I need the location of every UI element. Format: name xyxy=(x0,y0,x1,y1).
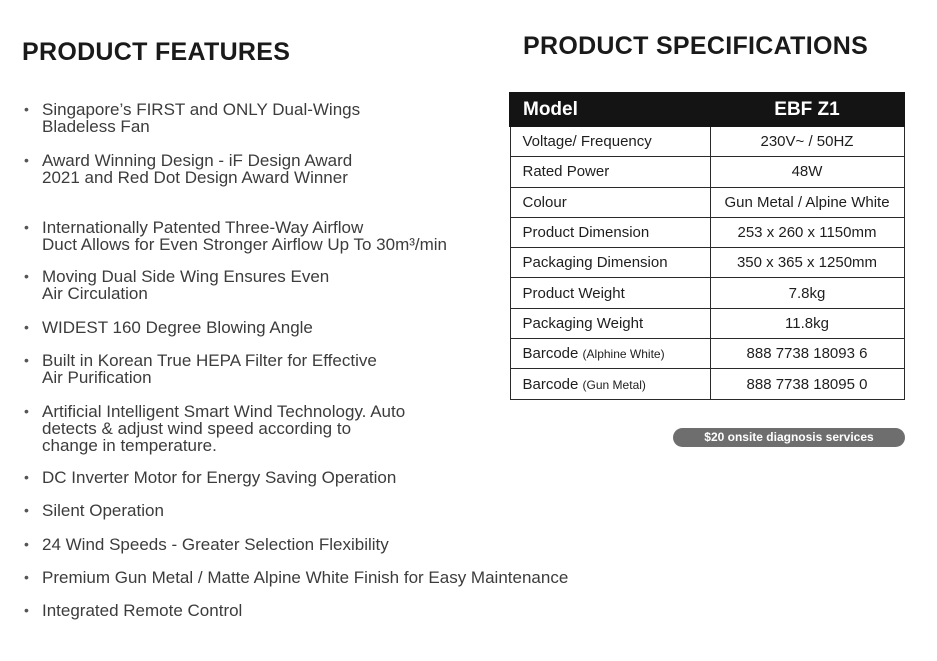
table-row xyxy=(510,157,904,187)
product-specifications-title: PRODUCT SPECIFICATIONS xyxy=(523,32,869,60)
spec-label-text: Barcode xyxy=(522,375,579,393)
spec-label xyxy=(510,217,710,247)
spec-label-text: Packaging Weight xyxy=(522,314,644,332)
spec-label-note: (Alphine White) xyxy=(582,347,665,362)
bullet-icon: • xyxy=(24,152,29,168)
bullet-icon: • xyxy=(24,569,29,585)
spec-value: 7.8kg xyxy=(710,278,904,308)
feature-text: WIDEST 160 Degree Blowing Angle xyxy=(42,318,313,337)
spec-label xyxy=(510,157,710,187)
feature-text: Silent Operation xyxy=(42,501,164,520)
spec-label xyxy=(510,339,710,369)
spec-label-text: Rated Power xyxy=(522,163,610,181)
feature-text: DC Inverter Motor for Energy Saving Operation xyxy=(42,468,397,487)
spec-label xyxy=(510,187,710,217)
table-row xyxy=(510,217,904,247)
table-row xyxy=(510,278,904,308)
feature-text: Premium Gun Metal / Matte Alpine White Finish for Easy Maintenance xyxy=(42,568,569,587)
feature-text: Built in Korean True HEPA Filter for Effective Air Purification xyxy=(42,351,377,387)
spec-value: 11.8kg xyxy=(710,308,904,338)
table-row xyxy=(510,126,904,157)
feature-text: Singapore’s FIRST and ONLY Dual-Wings Bladeless Fan xyxy=(42,100,361,136)
feature-text: Internationally Patented Three-Way Airflow Duct Allows for Even Stronger Airflow Up To 30m³/min xyxy=(42,218,448,254)
bullet-icon: • xyxy=(24,319,29,335)
bullet-icon: • xyxy=(24,469,29,485)
spec-label-text: Voltage/ Frequency xyxy=(522,133,652,151)
feature-text: 24 Wind Speeds - Greater Selection Flexibility xyxy=(42,535,389,554)
table-row xyxy=(510,339,904,369)
spec-label xyxy=(510,278,710,308)
bullet-icon: • xyxy=(24,502,29,518)
feature-text: Moving Dual Side Wing Ensures Even Air Circulation xyxy=(42,267,330,303)
feature-text: Award Winning Design - iF Design Award 2021 and Red Dot Design Award Winner xyxy=(42,151,353,187)
specifications-table xyxy=(509,92,905,400)
spec-value: 888 7738 18095 0 xyxy=(710,369,904,399)
spec-label-text: Colour xyxy=(522,193,567,211)
bullet-icon: • xyxy=(24,602,29,618)
header-model-label: Model xyxy=(510,93,710,126)
spec-label-text: Product Weight xyxy=(522,284,625,302)
spec-value: Gun Metal / Alpine White xyxy=(710,187,904,217)
spec-label-text: Product Dimension xyxy=(522,224,650,242)
spec-label xyxy=(510,248,710,278)
spec-label-note: (Gun Metal) xyxy=(582,377,646,392)
spec-label xyxy=(510,369,710,399)
table-header-row xyxy=(510,93,904,126)
bullet-icon: • xyxy=(24,352,29,368)
feature-text: Artificial Intelligent Smart Wind Technology. Auto detects & adjust wind speed according to change in temperature. xyxy=(42,402,406,455)
bullet-icon: • xyxy=(24,536,29,552)
spec-label-text: Packaging Dimension xyxy=(522,254,668,272)
feature-text: Integrated Remote Control xyxy=(42,601,243,620)
bullet-icon: • xyxy=(24,403,29,419)
spec-value: 230V~ / 50HZ xyxy=(710,126,904,157)
bullet-icon: • xyxy=(24,268,29,284)
header-model-value: EBF Z1 xyxy=(710,93,904,126)
spec-value: 253 x 260 x 1150mm xyxy=(710,217,904,247)
table-row xyxy=(510,248,904,278)
table-row xyxy=(510,187,904,217)
table-row xyxy=(510,308,904,338)
spec-label xyxy=(510,126,710,157)
table-row xyxy=(510,369,904,399)
onsite-diagnosis-badge: $20 onsite diagnosis services xyxy=(673,428,905,447)
spec-value: 48W xyxy=(710,157,904,187)
spec-label-text: Barcode xyxy=(522,345,579,363)
spec-label xyxy=(510,308,710,338)
bullet-icon: • xyxy=(24,101,29,117)
spec-value: 888 7738 18093 6 xyxy=(710,339,904,369)
bullet-icon: • xyxy=(24,219,29,235)
product-features-title: PRODUCT FEATURES xyxy=(22,38,291,66)
spec-value: 350 x 365 x 1250mm xyxy=(710,248,904,278)
